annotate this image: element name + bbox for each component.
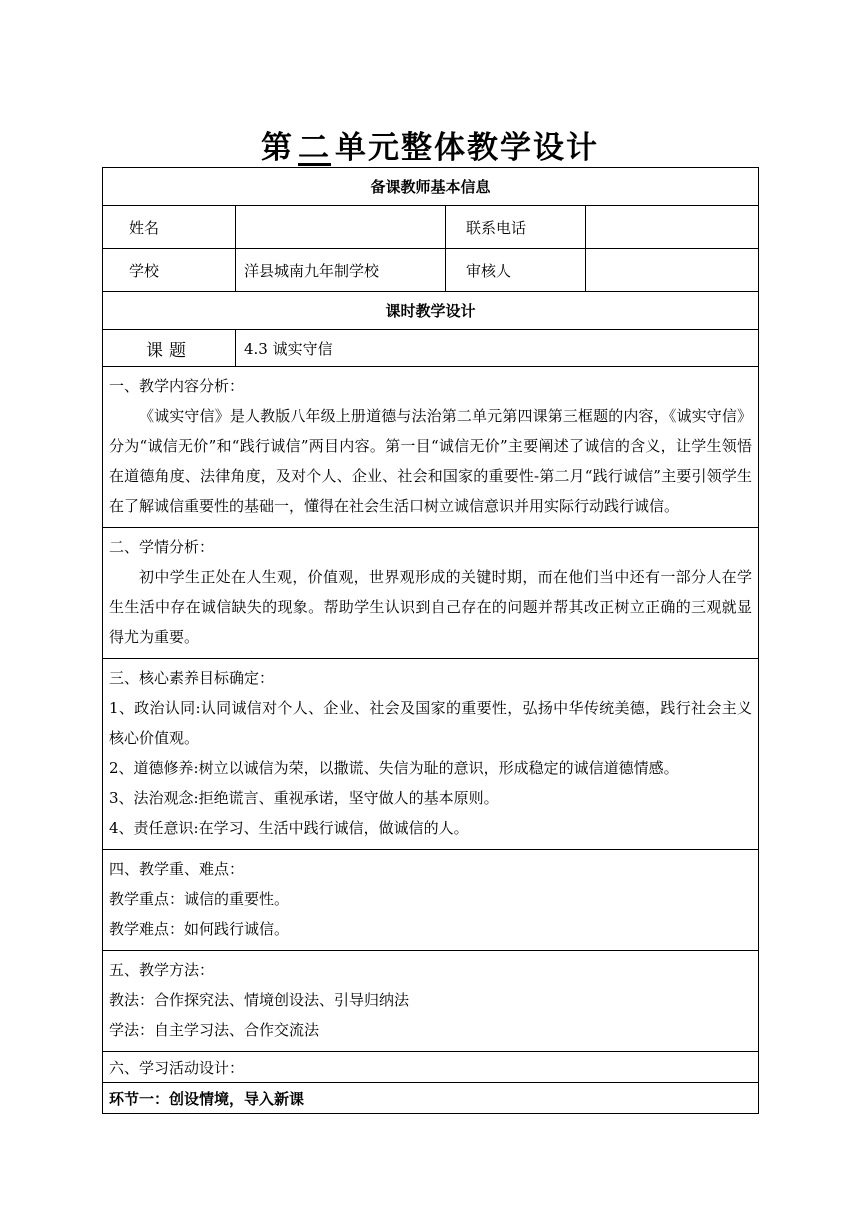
lesson-design-header: 课时教学设计 bbox=[103, 292, 759, 330]
school-label: 学校 bbox=[103, 249, 236, 292]
lesson-plan-table bbox=[102, 167, 759, 1114]
phone-value bbox=[586, 206, 759, 249]
phone-label: 联系电话 bbox=[446, 206, 586, 249]
content-analysis-text: 《诚实守信》是人教版八年级上册道德与法治第二单元第四课第三框题的内容，《诚实守信》分为“诚信无价”和“践行诚信”两目内容。第一目“诚信无价”主要阐述了诚信的含义，让学生领悟在道德角度、法律角度，及对个人、企业、社会和国家的重要性-第二月“践行诚信”主要引领学生在了解诚信重要性的基础一，懂得在社会生活口树立诚信意识并用实际行动践行诚信。 bbox=[109, 407, 753, 515]
core-goal-item: 4、责任意识:在学习、生活中践行诚信，做诚信的人。 bbox=[109, 819, 469, 837]
teaching-method: 教法：合作探究法、情境创设法、引导归纳法 bbox=[109, 991, 410, 1009]
learning-method: 学法：自主学习法、合作交流法 bbox=[109, 1021, 320, 1039]
name-value bbox=[236, 206, 446, 249]
core-goal-item: 2、道德修养:树立以诚信为荣，以撒谎、失信为耻的意识，形成稳定的诚信道德情感。 bbox=[109, 759, 679, 777]
key-points-section bbox=[103, 850, 759, 951]
title-unit-number: 二 bbox=[298, 130, 331, 166]
core-goal-item: 1、政治认同:认同诚信对个人、企业、社会及国家的重要性，弘扬中华传统美德，践行社会主义核心价值观。 bbox=[109, 699, 753, 747]
key-focus: 教学重点：诚信的重要性。 bbox=[109, 890, 290, 908]
core-goals-section bbox=[103, 659, 759, 850]
key-difficulty: 教学难点：如何践行诚信。 bbox=[109, 920, 290, 938]
name-label: 姓名 bbox=[103, 206, 236, 249]
topic-label: 课题 bbox=[103, 330, 236, 367]
student-analysis-heading: 二、学情分析： bbox=[109, 538, 215, 556]
content-analysis-section bbox=[103, 367, 759, 528]
activities-heading: 六、学习活动设计： bbox=[103, 1052, 759, 1083]
reviewer-value bbox=[586, 249, 759, 292]
core-goal-item: 3、法治观念:拒绝谎言、重视承诺，坚守做人的基本原则。 bbox=[109, 789, 499, 807]
reviewer-label: 审核人 bbox=[446, 249, 586, 292]
core-goals-heading: 三、核心素养目标确定： bbox=[109, 669, 275, 687]
school-value: 洋县城南九年制学校 bbox=[236, 249, 446, 292]
student-analysis-text: 初中学生正处在人生观，价值观，世界观形成的关键时期，而在他们当中还有一部分人在学生生活中存在诚信缺失的现象。帮助学生认识到自己存在的问题并帮其改正树立正确的三观就显得尤为重要。 bbox=[109, 568, 753, 646]
student-analysis-section bbox=[103, 528, 759, 659]
content-analysis-heading: 一、教学内容分析： bbox=[109, 377, 245, 395]
methods-section bbox=[103, 951, 759, 1052]
methods-heading: 五、教学方法： bbox=[109, 961, 215, 979]
teacher-info-header: 备课教师基本信息 bbox=[103, 168, 759, 206]
title-suffix: 单元整体教学设计 bbox=[335, 130, 599, 166]
title-prefix: 第 bbox=[261, 130, 294, 166]
page-title bbox=[0, 122, 860, 167]
topic-value: 4.3 诚实守信 bbox=[236, 330, 759, 367]
key-points-heading: 四、教学重、难点： bbox=[109, 860, 245, 878]
activity-step-1: 环节一：创设情境，导入新课 bbox=[103, 1083, 759, 1114]
